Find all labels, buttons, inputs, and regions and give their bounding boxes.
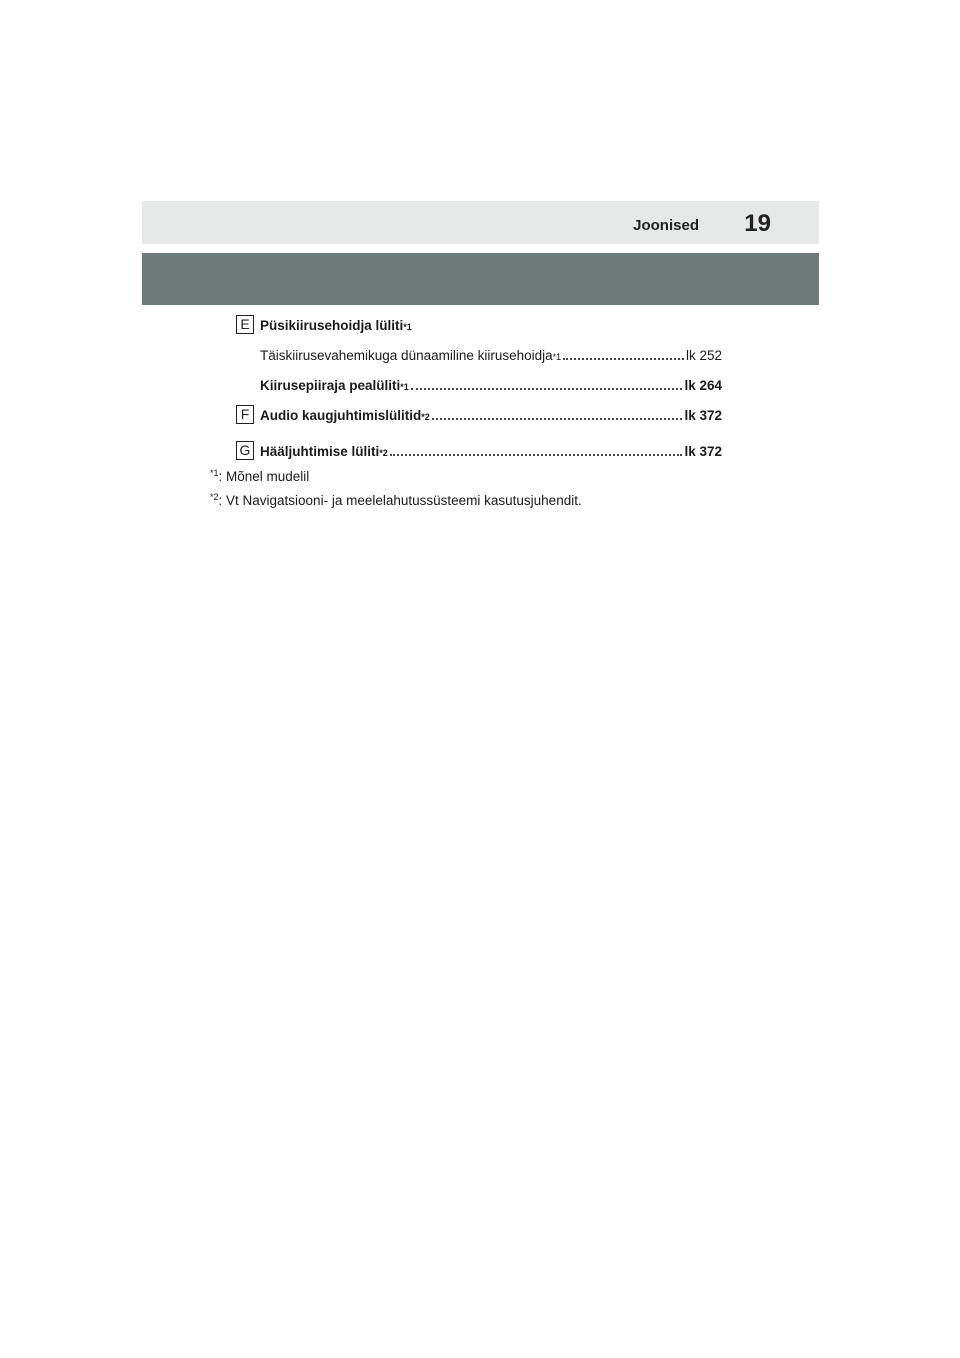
- entry-g-sup: *2: [379, 448, 388, 458]
- label-box-f: F: [236, 405, 254, 424]
- entry-g-page-ref[interactable]: lk 372: [684, 444, 722, 459]
- leader-dots: [390, 454, 683, 456]
- entry-e: [236, 315, 722, 337]
- entry-g[interactable]: [236, 441, 722, 463]
- header-dark-band: [142, 253, 819, 305]
- entry-e-sub2-text: Kiirusepiiraja pealüliti: [260, 378, 401, 393]
- footnote-2-text: : Vt Navigatsiooni- ja meelelahutussüsteemi kasutusjuhendit.: [218, 493, 582, 508]
- footnote-1-mark: *1: [210, 468, 219, 478]
- entry-e-sub1-text: Täiskiirusevahemikuga dünaamiline kiirusehoidja: [260, 348, 553, 363]
- leader-dots: [432, 418, 683, 420]
- entry-f-text: Audio kaugjuhtimislülitid: [260, 408, 422, 423]
- footnote-1: [210, 468, 309, 484]
- entry-e-sub1[interactable]: [236, 345, 722, 367]
- entry-e-sub2[interactable]: [236, 375, 722, 397]
- entry-e-sub2-sup: *1: [400, 382, 409, 392]
- leader-dots: [563, 358, 684, 360]
- footnote-2-mark: *2: [210, 492, 219, 502]
- label-box-e: E: [236, 315, 254, 334]
- leader-dots: [411, 388, 683, 390]
- entry-g-text: Hääljuhtimise lüliti: [260, 444, 380, 459]
- entry-e-sub1-page-ref[interactable]: lk 252: [685, 348, 722, 363]
- entry-e-sub1-sup: *1: [552, 352, 562, 362]
- entry-f-sup: *2: [421, 412, 430, 422]
- entry-e-sub2-page-ref[interactable]: lk 264: [684, 378, 722, 393]
- entry-e-title-sup: *1: [403, 322, 412, 332]
- entry-f[interactable]: [236, 405, 722, 427]
- page-number: 19: [744, 210, 771, 237]
- entry-e-title: [260, 318, 722, 333]
- page-header: [142, 201, 819, 244]
- section-title: Joonised: [633, 217, 699, 234]
- entry-e-title-text: Püsikiirusehoidja lüliti: [260, 318, 404, 333]
- label-box-g: G: [236, 441, 254, 460]
- entry-f-page-ref[interactable]: lk 372: [684, 408, 722, 423]
- footnote-1-text: : Mõnel mudelil: [218, 469, 310, 484]
- footnote-2: [210, 492, 582, 508]
